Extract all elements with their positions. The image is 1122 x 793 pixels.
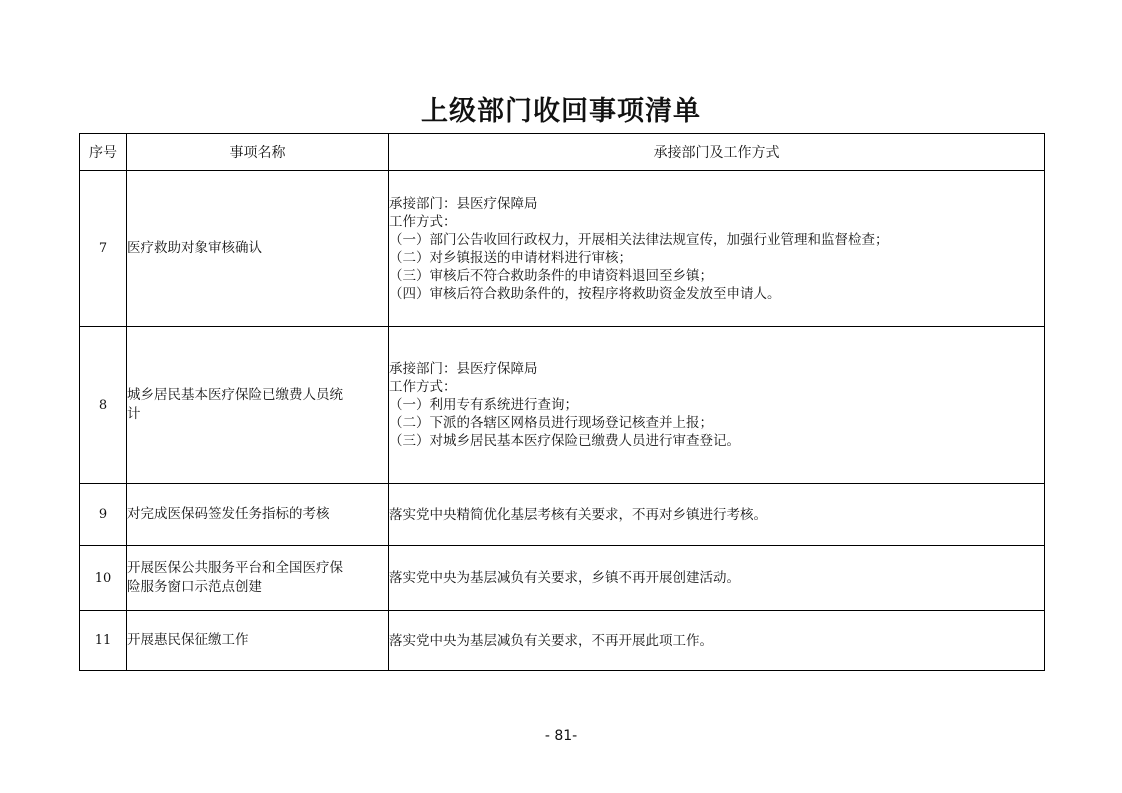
row-serial-number: 7 (80, 171, 127, 327)
header-item-name: 事项名称 (127, 134, 389, 171)
page-number: - 81- (544, 728, 578, 744)
header-serial-number: 序号 (80, 134, 127, 171)
row-department-method (389, 171, 1045, 327)
page-title: 上级部门收回事项清单 (421, 96, 701, 127)
dept-line: （三）对城乡居民基本医疗保险已缴费人员进行审查登记。 (389, 433, 740, 449)
dept-line: 工作方式： (389, 213, 457, 230)
row-item-name (127, 546, 389, 611)
row-serial-number: 11 (80, 611, 127, 671)
items-table (79, 133, 1045, 671)
header-department-method: 承接部门及工作方式 (389, 134, 1045, 171)
row-serial-number: 10 (80, 546, 127, 611)
dept-line: 工作方式： (389, 379, 457, 395)
table-row (80, 327, 1045, 484)
table-row (80, 611, 1045, 671)
row-item-name: 医疗救助对象审核确认 (127, 171, 389, 327)
table-row (80, 546, 1045, 611)
row-department-method: 落实党中央为基层减负有关要求，不再开展此项工作。 (389, 611, 1045, 671)
row-serial-number: 9 (80, 484, 127, 546)
dept-line: （四）审核后符合救助条件的，按程序将救助资金发放至申请人。 (389, 285, 781, 302)
dept-line: 承接部门：县医疗保障局 (389, 361, 538, 377)
dept-line: （一）利用专有系统进行查询； (389, 397, 578, 413)
dept-line: （一）部门公告收回行政权力，开展相关法律法规宣传，加强行业管理和监督检查； (389, 231, 889, 248)
row-item-name: 对完成医保码签发任务指标的考核 (127, 484, 389, 546)
row-department-method: 落实党中央为基层减负有关要求，乡镇不再开展创建活动。 (389, 546, 1045, 611)
row-department-method (389, 327, 1045, 484)
name-line: 计 (127, 406, 141, 422)
table-row (80, 484, 1045, 546)
dept-line: （二）对乡镇报送的申请材料进行审核； (389, 249, 632, 266)
dept-line: 承接部门：县医疗保障局 (389, 195, 538, 212)
name-line: 城乡居民基本医疗保险已缴费人员统 (127, 387, 343, 403)
dept-line: （三）审核后不符合救助条件的申请资料退回至乡镇； (389, 267, 713, 284)
name-line: 险服务窗口示范点创建 (127, 579, 262, 595)
row-department-method: 落实党中央精简优化基层考核有关要求，不再对乡镇进行考核。 (389, 484, 1045, 546)
row-item-name: 开展惠民保征缴工作 (127, 611, 389, 671)
row-serial-number: 8 (80, 327, 127, 484)
table-row (80, 171, 1045, 327)
name-line: 开展医保公共服务平台和全国医疗保 (127, 560, 343, 576)
table-header-row (80, 134, 1045, 171)
dept-line: （二）下派的各辖区网格员进行现场登记核查并上报； (389, 415, 713, 431)
row-item-name (127, 327, 389, 484)
